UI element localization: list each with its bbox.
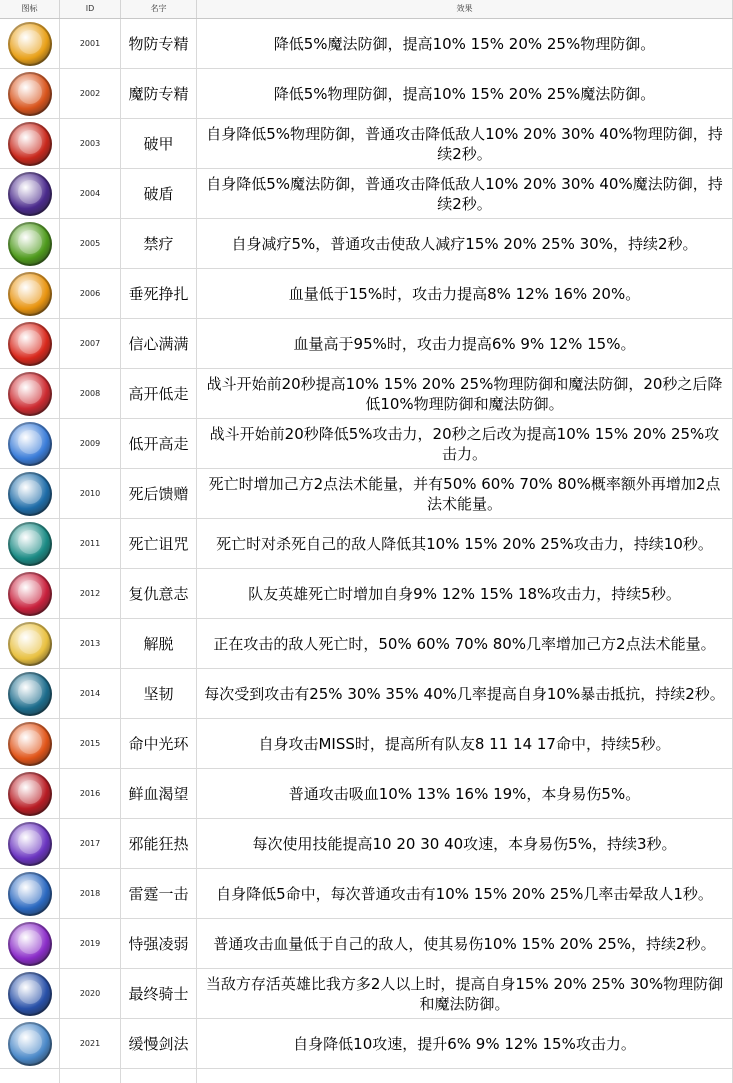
- name-cell: 禁疗: [121, 219, 197, 268]
- icon-cell: [0, 969, 60, 1018]
- id-cell: 2016: [60, 769, 121, 818]
- name-cell: 恃强凌弱: [121, 919, 197, 968]
- table-row: [0, 169, 733, 219]
- header-name: 名字: [121, 0, 197, 18]
- table-row: [0, 219, 733, 269]
- icon-cell: [0, 319, 60, 368]
- effect-cell: 降低5%物理防御，提高10% 15% 20% 25%魔法防御。: [197, 69, 733, 118]
- icon-cell: [0, 819, 60, 868]
- icon-cell: [0, 419, 60, 468]
- id-cell: 2010: [60, 469, 121, 518]
- effect-cell: 战斗开始前20秒降低5%攻击力，20秒之后改为提高10% 15% 20% 25%攻击力。: [197, 419, 733, 468]
- table-row: [0, 19, 733, 69]
- effect-cell: 战斗开始前20秒提高10% 15% 20% 25%物理防御和魔法防御，20秒之后降低10%物理防御和魔法防御。: [197, 369, 733, 418]
- id-cell: 2013: [60, 619, 121, 668]
- icon-cell: [0, 919, 60, 968]
- icon-cell: [0, 69, 60, 118]
- header-icon: 图标: [0, 0, 60, 18]
- name-cell: 最终骑士: [121, 969, 197, 1018]
- sun-ring-icon: [8, 722, 52, 766]
- effect-cell: 自身降低5命中，每次普通攻击有10% 15% 20% 25%几率击晕敌人1秒。: [197, 869, 733, 918]
- strongman-icon: [8, 672, 52, 716]
- id-cell: 2017: [60, 819, 121, 868]
- effect-cell: 每次使用技能提高10 20 30 40攻速，本身易伤5%，持续3秒。: [197, 819, 733, 868]
- red-slash-icon: [8, 372, 52, 416]
- id-cell: 2015: [60, 719, 121, 768]
- purple-flame-icon: [8, 922, 52, 966]
- table-row: [0, 969, 733, 1019]
- id-cell: 2008: [60, 369, 121, 418]
- table-body: [0, 19, 733, 1069]
- table-row: [0, 919, 733, 969]
- id-cell: 2011: [60, 519, 121, 568]
- name-cell: 破盾: [121, 169, 197, 218]
- id-cell: 2021: [60, 1019, 121, 1068]
- id-cell: 2009: [60, 419, 121, 468]
- table-row: [0, 519, 733, 569]
- table-row: [0, 669, 733, 719]
- icon-cell: [0, 619, 60, 668]
- effect-cell: 普通攻击吸血10% 13% 16% 19%，本身易伤5%。: [197, 769, 733, 818]
- fang-icon: [8, 772, 52, 816]
- table-row: [0, 569, 733, 619]
- thunder-icon: [8, 872, 52, 916]
- icon-cell: [0, 569, 60, 618]
- table-row: [0, 319, 733, 369]
- icon-cell: [0, 719, 60, 768]
- name-cell: 信心满满: [121, 319, 197, 368]
- name-cell: 雷霆一击: [121, 869, 197, 918]
- id-cell: 2018: [60, 869, 121, 918]
- header-effect: 效果: [197, 0, 733, 18]
- name-cell: 缓慢剑法: [121, 1019, 197, 1068]
- table-row: [0, 419, 733, 469]
- header-row: [0, 0, 733, 19]
- effect-cell: 每次受到攻击有25% 30% 35% 40%几率提高自身10%暴击抵抗，持续2秒。: [197, 669, 733, 718]
- light-burst-icon: [8, 622, 52, 666]
- effect-cell: 降低5%魔法防御，提高10% 15% 20% 25%物理防御。: [197, 19, 733, 68]
- name-cell: 坚韧: [121, 669, 197, 718]
- knight-sword-icon: [8, 972, 52, 1016]
- id-cell: 2005: [60, 219, 121, 268]
- id-cell: 2004: [60, 169, 121, 218]
- table-row: [0, 769, 733, 819]
- empty-row: [0, 1069, 733, 1083]
- effect-cell: 死亡时增加己方2点法术能量，并有50% 60% 70% 80%概率额外再增加2点法术能量。: [197, 469, 733, 518]
- spirit-orb-icon: [8, 472, 52, 516]
- effect-cell: 自身降低5%物理防御，普通攻击降低敌人10% 20% 30% 40%物理防御，持续2秒。: [197, 119, 733, 168]
- header-id: ID: [60, 0, 121, 18]
- effect-cell: 自身降低10攻速，提升6% 9% 12% 15%攻击力。: [197, 1019, 733, 1068]
- table-row: [0, 119, 733, 169]
- icon-cell: [0, 1019, 60, 1068]
- icon-cell: [0, 669, 60, 718]
- vengeance-icon: [8, 572, 52, 616]
- swift-blade-icon: [8, 1022, 52, 1066]
- effect-cell: 正在攻击的敌人死亡时，50% 60% 70% 80%几率增加己方2点法术能量。: [197, 619, 733, 668]
- icon-cell: [0, 769, 60, 818]
- fel-crystal-icon: [8, 822, 52, 866]
- name-cell: 高开低走: [121, 369, 197, 418]
- id-cell: 2012: [60, 569, 121, 618]
- name-cell: 破甲: [121, 119, 197, 168]
- name-cell: 鲜血渴望: [121, 769, 197, 818]
- table-row: [0, 619, 733, 669]
- name-cell: 魔防专精: [121, 69, 197, 118]
- id-cell: 2002: [60, 69, 121, 118]
- effect-cell: 血量高于95%时，攻击力提高6% 9% 12% 15%。: [197, 319, 733, 368]
- name-cell: 物防专精: [121, 19, 197, 68]
- id-cell: 2003: [60, 119, 121, 168]
- effect-cell: 队友英雄死亡时增加自身9% 12% 15% 18%攻击力，持续5秒。: [197, 569, 733, 618]
- table-row: [0, 1019, 733, 1069]
- name-cell: 低开高走: [121, 419, 197, 468]
- table-row: [0, 869, 733, 919]
- table-row: [0, 69, 733, 119]
- icon-cell: [0, 869, 60, 918]
- id-cell: 2007: [60, 319, 121, 368]
- id-cell: 2014: [60, 669, 121, 718]
- name-cell: 命中光环: [121, 719, 197, 768]
- name-cell: 解脱: [121, 619, 197, 668]
- table-row: [0, 719, 733, 769]
- icon-cell: [0, 219, 60, 268]
- name-cell: 垂死挣扎: [121, 269, 197, 318]
- table-row: [0, 269, 733, 319]
- icon-cell: [0, 369, 60, 418]
- id-cell: 2020: [60, 969, 121, 1018]
- flame-fist-icon: [8, 272, 52, 316]
- table-row: [0, 369, 733, 419]
- effect-cell: 自身减疗5%，普通攻击使敌人减疗15% 20% 25% 30%，持续2秒。: [197, 219, 733, 268]
- broken-armor-icon: [8, 122, 52, 166]
- id-cell: 2006: [60, 269, 121, 318]
- magic-shield-icon: [8, 72, 52, 116]
- icon-cell: [0, 19, 60, 68]
- effect-cell: 死亡时对杀死自己的敌人降低其10% 15% 20% 25%攻击力，持续10秒。: [197, 519, 733, 568]
- icon-cell: [0, 519, 60, 568]
- curse-icon: [8, 522, 52, 566]
- icon-cell: [0, 469, 60, 518]
- icon-cell: [0, 169, 60, 218]
- effect-cell: 自身降低5%魔法防御，普通攻击降低敌人10% 20% 30% 40%魔法防御，持续2秒。: [197, 169, 733, 218]
- table-row: [0, 469, 733, 519]
- effect-cell: 普通攻击血量低于自己的敌人，使其易伤10% 15% 20% 25%，持续2秒。: [197, 919, 733, 968]
- icon-cell: [0, 119, 60, 168]
- effect-cell: 当敌方存活英雄比我方多2人以上时，提高自身15% 20% 25% 30%物理防御和魔法防御。: [197, 969, 733, 1018]
- id-cell: 2019: [60, 919, 121, 968]
- blue-slash-icon: [8, 422, 52, 466]
- broken-shield-icon: [8, 172, 52, 216]
- id-cell: 2001: [60, 19, 121, 68]
- skull-icon: [8, 222, 52, 266]
- name-cell: 死后馈赠: [121, 469, 197, 518]
- name-cell: 死亡诅咒: [121, 519, 197, 568]
- effect-cell: 自身攻击MISS时，提高所有队友8 11 14 17命中，持续5秒。: [197, 719, 733, 768]
- heart-fire-icon: [8, 322, 52, 366]
- name-cell: 邪能狂热: [121, 819, 197, 868]
- shield-crest-icon: [8, 22, 52, 66]
- table-row: [0, 819, 733, 869]
- name-cell: 复仇意志: [121, 569, 197, 618]
- icon-cell: [0, 269, 60, 318]
- effect-cell: 血量低于15%时，攻击力提高8% 12% 16% 20%。: [197, 269, 733, 318]
